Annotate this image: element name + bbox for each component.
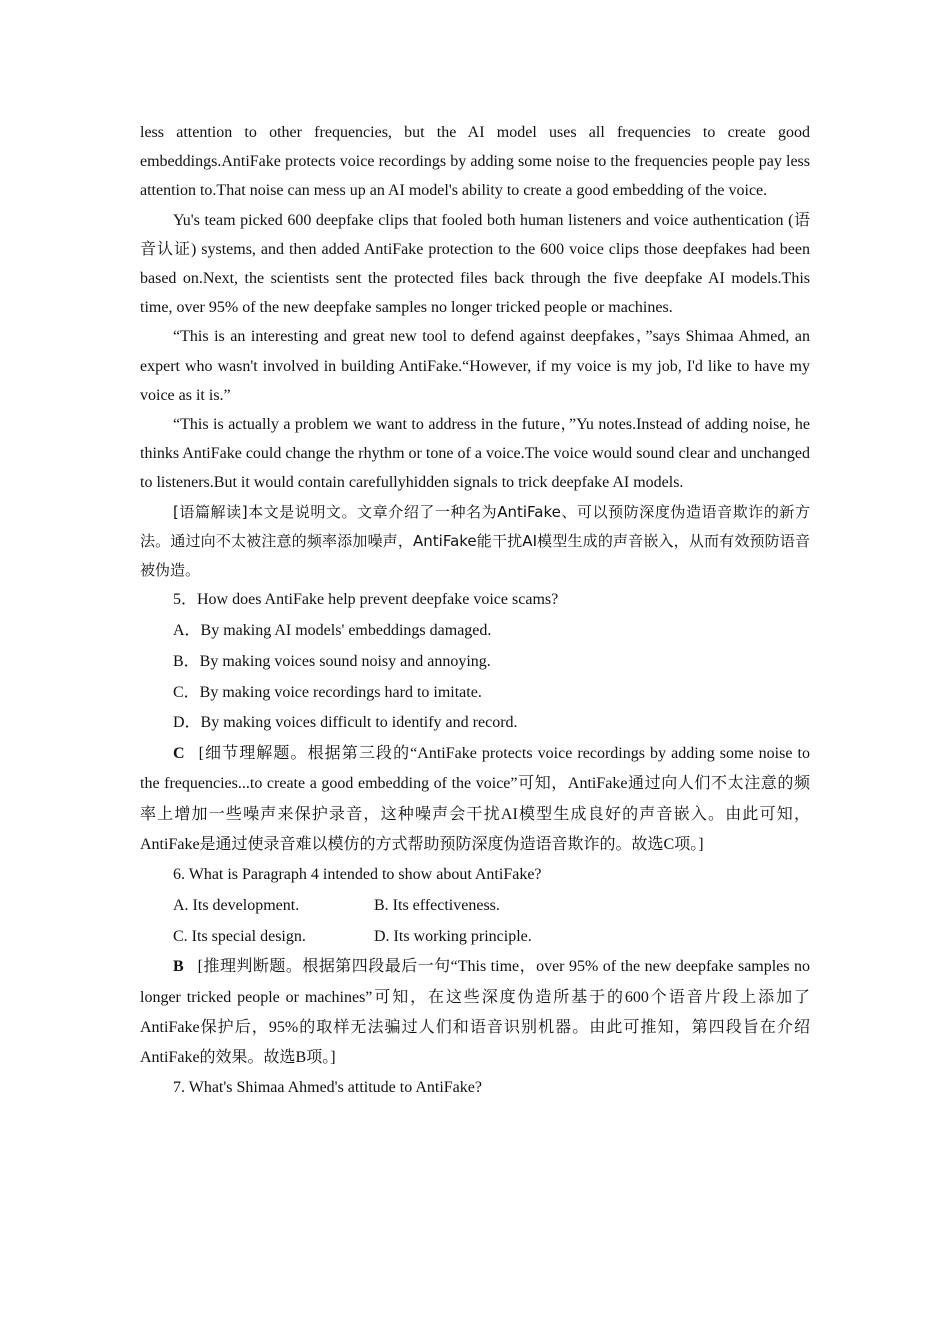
paragraph-3: “This is an interesting and great new tool to defend against deepfakes，”says Shimaa Ahmed, an expert who wasn't involved in building AntiFake.“However, if my voice is my job, I'd like to have my voice as it is.” [140, 328, 810, 404]
passage-analysis [140, 498, 810, 586]
q5-explanation: [细节理解题。根据第三段的“AntiFake protects voice recordings by adding some noise to the frequencies...to create a good embedding of the voice”可知，AntiFake通过向人们不太注意的频率上增加一些噪声来保护录音，这种噪声会干扰AI模型生成良好的声音嵌入。由此可知，AntiFake是通过使录音难以模仿的方式帮助预防深度伪造语音欺诈的。故选C项。] [140, 745, 810, 853]
q5-answer-block [140, 739, 810, 860]
q5-option-c: C．By making voice recordings hard to imitate. [173, 683, 482, 701]
q6-options-row-1 [140, 891, 810, 922]
question-7: 7. What's Shimaa Ahmed's attitude to AntiFake? [173, 1079, 482, 1097]
paragraph-1: less attention to other frequencies, but the AI model uses all frequencies to create good embeddings.AntiFake protects voice recordings by adding some noise to the frequencies people pay less attention to.That noise can mess up an AI model's ability to create a good embedding of the voice. [140, 124, 810, 200]
q5-answer: C [173, 745, 185, 763]
q5-option-b: B．By making voices sound noisy and annoying. [173, 652, 491, 670]
q5-option-d: D．By making voices difficult to identify and record. [173, 714, 518, 732]
analysis-text: 本文是说明文。文章介绍了一种名为AntiFake、可以预防深度伪造语音欺诈的新方法。通过向不太被注意的频率添加噪声，AntiFake能干扰AI模型生成的声音嵌入，从而有效预防语音被伪造。 [140, 502, 810, 580]
q6-answer: B [173, 958, 184, 976]
paragraph-2: Yu's team picked 600 deepfake clips that fooled both human listeners and voice authentication (语音认证) systems, and then added AntiFake protection to the 600 voice clips those deepfakes had been based on.Next, the scientists sent the protected files back through the five deepfake AI models.This time, over 95% of the new deepfake samples no longer tricked people or machines. [140, 211, 810, 317]
q5-option-a: A．By making AI models' embeddings damaged. [173, 622, 492, 640]
q6-option-d: D. Its working principle. [374, 927, 532, 945]
q6-explanation: [推理判断题。根据第四段最后一句“This time，over 95% of the new deepfake samples no longer tricked people or machines”可知，在这些深度伪造所基于的600个语音片段上添加了AntiFake保护后，95%的取样无法骗过人们和语音识别机器。由此可推知，第四段旨在介绍AntiFake的效果。故选B项。] [140, 958, 810, 1067]
paragraph-4: “This is actually a problem we want to address in the future，”Yu notes.Instead of adding noise, he thinks AntiFake could change the rhythm or tone of a voice.The voice would sound clear and unchanged to listeners.But it would contain carefullyhidden signals to trick deepfake AI models. [140, 416, 810, 492]
q6-options-row-2 [140, 922, 810, 953]
q6-answer-block [140, 952, 810, 1073]
analysis-label: [语篇解读] [173, 502, 248, 521]
q6-option-b: B. Its effectiveness. [374, 896, 500, 914]
q6-option-a: A. Its development. [173, 896, 300, 914]
question-5: 5．How does AntiFake help prevent deepfake voice scams? [173, 591, 559, 609]
question-6: 6. What is Paragraph 4 intended to show about AntiFake? [173, 866, 542, 884]
document-page [140, 118, 810, 1104]
q6-option-c: C. Its special design. [173, 927, 306, 945]
